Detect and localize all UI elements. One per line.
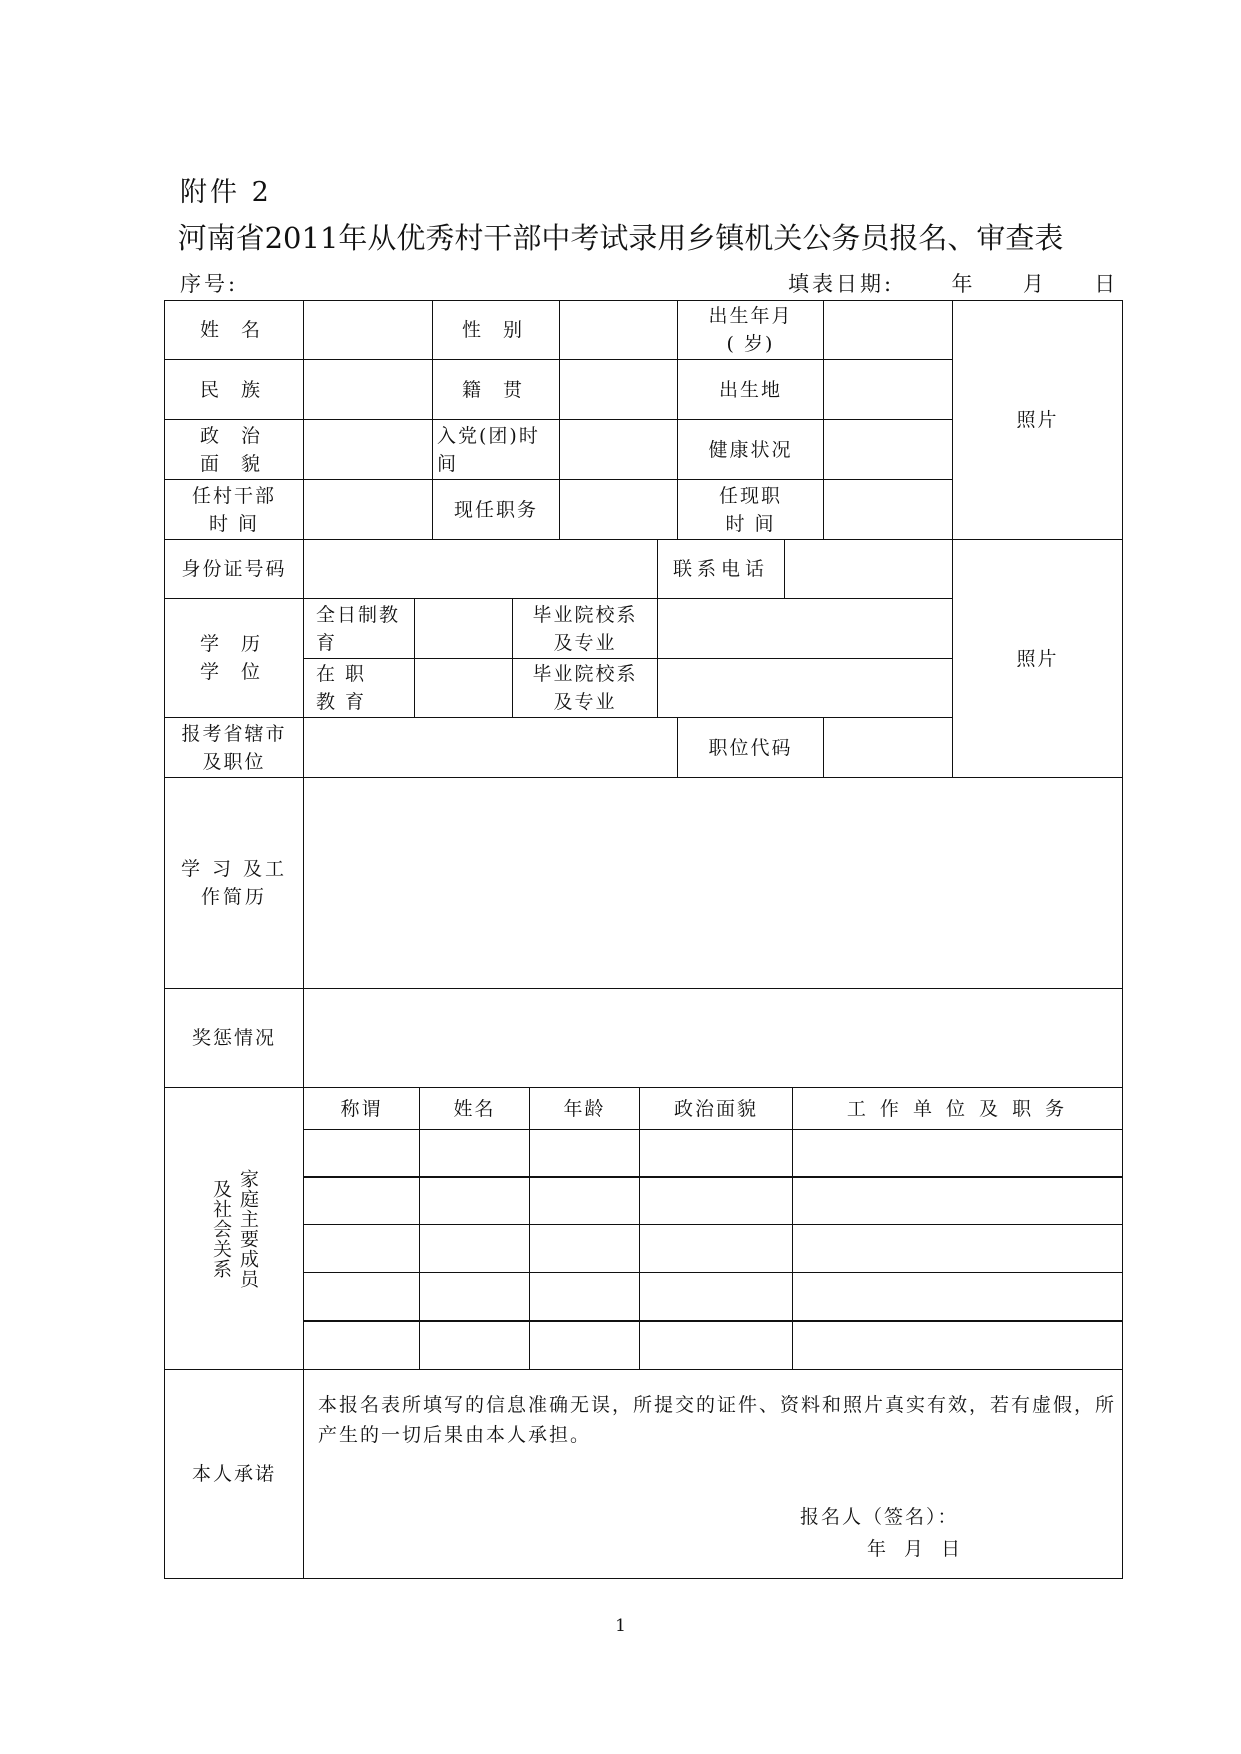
family-row[interactable] [304,1178,1122,1224]
field-fulltime-education[interactable] [415,599,512,658]
label-name: 姓 名 [199,319,269,341]
family-row[interactable] [304,1322,1122,1369]
label-rewards: 奖惩情况 [191,1027,276,1049]
label-apply-position: 报考省辖市 及职位 [181,722,287,773]
label-native-place: 籍 贯 [461,378,531,401]
label-party-join-time: 入党(团)时 间 [437,424,540,475]
label-inservice-education: 在 职 教 育 [316,663,367,713]
family-col-name: 姓名 [453,1097,496,1120]
label-birth-date: 出生年月 ( 岁) [708,305,793,355]
promise-statement: 本报名表所填写的信息准确无误，所提交的证件、资料和照片真实有效，若有虚假，所产生的一切后果由本人承担。 [318,1394,1117,1446]
field-gender[interactable] [560,301,677,359]
field-resume[interactable] [304,778,1122,988]
sign-date: 年 月 日 [867,1538,967,1560]
field-ethnicity[interactable] [304,360,432,419]
field-position-code[interactable] [824,718,952,777]
label-promise: 本人承诺 [191,1463,276,1485]
field-party-join-time[interactable] [560,420,677,479]
label-resume: 学 习 及工 作简历 [180,858,288,908]
label-position-code: 职位代码 [708,736,793,759]
label-health: 健康状况 [708,438,793,461]
family-col-work-unit: 工 作 单 位 及 职 务 [846,1097,1069,1120]
field-current-post[interactable] [560,480,677,539]
family-col-political-status: 政治面貌 [673,1097,758,1120]
field-birthplace[interactable] [824,360,952,419]
label-fulltime-school-major: 毕业院校系 及专业 [532,603,638,654]
label-family-relations: 家庭主要成员 及社会关系 [210,1168,259,1289]
label-gender: 性 别 [461,319,531,341]
label-political-status: 政 治 面 貌 [199,424,269,475]
field-apply-position[interactable] [304,718,677,777]
label-current-post: 现任职务 [453,498,538,521]
photo-box-1[interactable]: 照片 [1016,409,1059,431]
label-id-number: 身份证号码 [181,558,287,580]
fill-date-year: 年 [951,272,976,296]
field-current-post-time[interactable] [824,480,952,539]
serial-number-label: 序号: [180,272,239,296]
label-phone: 联系电话 [672,558,769,580]
fill-date-day: 日 [1094,272,1119,296]
family-row[interactable] [304,1225,1122,1272]
label-village-cadre-time: 任村干部 时 间 [191,484,276,535]
page-number: 1 [615,1616,626,1636]
field-health[interactable] [824,420,952,479]
label-education: 学 历 学 位 [199,633,269,683]
signer-label: 报名人（签名）： [800,1506,959,1528]
label-current-post-time: 任现职 时 间 [718,484,782,535]
family-col-age: 年龄 [563,1097,606,1120]
family-row[interactable] [304,1273,1122,1320]
label-ethnicity: 民 族 [199,378,269,401]
fill-date-month: 月 [1022,272,1047,296]
field-fulltime-school-major[interactable] [658,599,952,658]
field-phone[interactable] [785,540,952,598]
family-row[interactable] [304,1130,1122,1176]
field-name[interactable] [304,301,432,359]
field-rewards[interactable] [304,989,1122,1087]
label-inservice-school-major: 毕业院校系 及专业 [532,663,638,713]
field-inservice-education[interactable] [415,659,512,717]
document-title: 河南省2011年从优秀村干部中考试录用乡镇机关公务员报名、审查表 [177,221,1064,255]
family-col-title: 称谓 [340,1097,383,1120]
field-village-cadre-time[interactable] [304,480,432,539]
field-native-place[interactable] [560,360,677,419]
attachment-label: 附件 2 [180,177,272,208]
label-birthplace: 出生地 [718,378,782,401]
photo-box-2[interactable]: 照片 [1016,647,1059,670]
field-id-number[interactable] [304,540,657,598]
label-fulltime-education: 全日制教 育 [316,603,401,654]
fill-date-label: 填表日期: [788,272,895,296]
field-political-status[interactable] [304,420,432,479]
field-birth-date[interactable] [824,301,952,359]
field-inservice-school-major[interactable] [658,659,952,717]
